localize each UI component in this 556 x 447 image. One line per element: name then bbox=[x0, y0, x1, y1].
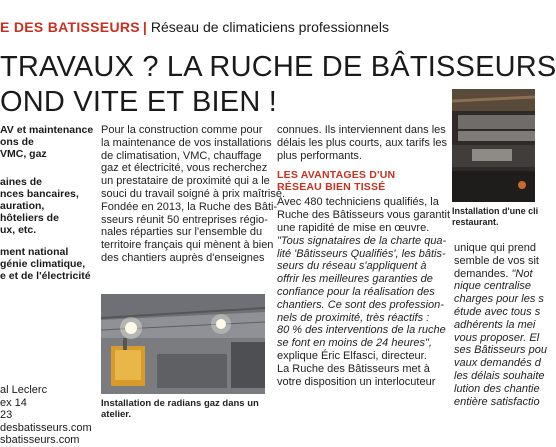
text-line: plus performants. bbox=[277, 149, 362, 162]
quote-line: se font en moins de 24 heures", bbox=[277, 337, 432, 350]
photo-caption: Installation de radians gaz dans un atelier. bbox=[101, 398, 259, 420]
sidebar-line: e et de l'électricité bbox=[0, 270, 91, 282]
quote-line: lution des chantie bbox=[454, 382, 540, 395]
sidebar-line: VMC, gaz bbox=[0, 148, 47, 160]
text-fragment: demandes. bbox=[454, 267, 509, 280]
sidebar-block bbox=[0, 124, 95, 160]
text-line: territoire français qui mènent à bien bbox=[101, 239, 274, 252]
sidebar-block bbox=[0, 246, 95, 282]
text-line: votre disposition un interlocuteur bbox=[277, 375, 436, 388]
contact-block bbox=[0, 384, 92, 447]
text-line: une rapidité de mise en œuvre. bbox=[277, 221, 430, 234]
quote-line: charges pour les s bbox=[454, 293, 544, 306]
section-subheading bbox=[277, 169, 452, 193]
contact-address: al Leclerc bbox=[0, 384, 48, 396]
sidebar-line: ons de bbox=[0, 136, 34, 148]
quote-fragment: "Not bbox=[508, 267, 533, 280]
text-line bbox=[454, 268, 535, 281]
quote-line: entière satisfactio bbox=[454, 395, 540, 408]
workshop-photo bbox=[101, 294, 265, 394]
text-line: des chantiers auprès d'enseignes bbox=[101, 251, 265, 264]
quote-line: confiance pour la réalisation des bbox=[277, 285, 435, 298]
text-line: semble de vos sit bbox=[454, 254, 539, 267]
text-line: sseurs réunit 50 entreprises régio- bbox=[101, 213, 268, 226]
quote-line: adhérents la mei bbox=[454, 318, 536, 331]
sidebar-line: ment national bbox=[0, 246, 69, 258]
text-line: Fondée en 2013, la Ruche des Bâti- bbox=[101, 200, 278, 213]
contact-address: ex 14 bbox=[0, 396, 27, 409]
text-line: un prestataire de proximité qui a le bbox=[101, 175, 270, 188]
contact-website[interactable]: sbatisseurs.com bbox=[0, 434, 80, 446]
kicker-tagline: Réseau de climaticiens professionnels bbox=[150, 19, 389, 35]
text-line: souci du travail soigné à prix maîtrisé. bbox=[101, 187, 286, 200]
text-line: de climatisation, VMC, chauffage bbox=[101, 149, 262, 162]
quote-line: chantiers. Ce sont des profession- bbox=[277, 298, 444, 311]
quote-line: nels de proximité, très réactifs : bbox=[277, 311, 430, 324]
headline-line-2: OND VITE ET BIEN ! bbox=[0, 86, 278, 118]
restaurant-photo bbox=[452, 89, 535, 202]
brand-label: E DES BATISSEURS bbox=[0, 19, 140, 35]
text-line: la maintenance de vos installations bbox=[101, 136, 272, 149]
text-line: Ruche des Bâtisseurs vous garantit bbox=[277, 209, 451, 222]
sidebar-line: auration, bbox=[0, 200, 45, 212]
quote-line: les délais souhaite bbox=[454, 369, 545, 382]
subheading-line: LES AVANTAGES D'UN bbox=[277, 169, 396, 182]
article-column-2 bbox=[101, 124, 286, 265]
quote-line: offrir les meilleures garanties de bbox=[277, 273, 433, 286]
quote-line: vaux demandés d bbox=[454, 357, 541, 370]
quote-line: ses Bâtisseurs pou bbox=[454, 344, 547, 357]
article-column-3 bbox=[277, 124, 452, 388]
text-line: connues. Ils interviennent dans les bbox=[277, 124, 446, 136]
photo-caption-right bbox=[452, 206, 539, 227]
caption-line: Installation d'une cli bbox=[452, 206, 539, 216]
contact-email[interactable]: desbatisseurs.com bbox=[0, 421, 92, 434]
text-line: nales réparties sur l'ensemble du bbox=[101, 226, 263, 239]
text-line: Avec 480 techniciens qualifiés, la bbox=[277, 196, 439, 209]
attribution-line: explique Éric Elfasci, directeur. bbox=[277, 349, 427, 362]
text-line: gaz et électricité, vous recherchez bbox=[101, 162, 268, 175]
quote-line: étude avec tous s bbox=[454, 305, 541, 318]
article-column-4 bbox=[454, 242, 547, 408]
text-line: unique qui prend bbox=[454, 242, 536, 254]
workshop-photo-art bbox=[101, 294, 265, 394]
quote-line: "Tous signataires de la charte qua- bbox=[277, 234, 447, 247]
quote-line: 80 % des interventions de la ruche bbox=[277, 324, 446, 337]
quote-line: nique centralise bbox=[454, 280, 532, 293]
headline-line-1: TRAVAUX ? LA RUCHE DE BÂTISSEURS bbox=[0, 51, 556, 83]
text-line: Pour la construction comme pour bbox=[101, 124, 263, 136]
quote-line: seurs du réseau s'appliquent à bbox=[277, 260, 427, 273]
caption-line: restaurant. bbox=[452, 216, 499, 227]
sidebar-block bbox=[0, 176, 95, 236]
sidebar-line: hôteliers de bbox=[0, 212, 59, 224]
text-line: délais les plus courts, aux tarifs les bbox=[277, 136, 447, 149]
restaurant-photo-art bbox=[452, 89, 535, 202]
section-kicker bbox=[0, 19, 535, 35]
contact-phone: 23 bbox=[0, 409, 13, 421]
text-line: La Ruche des Bâtisseurs met à bbox=[277, 362, 430, 375]
sidebar-line: nces bancaires, bbox=[0, 188, 79, 200]
subheading-line: RÉSEAU BIEN TISSÉ bbox=[277, 181, 386, 194]
sidebar-line: génie climatique, bbox=[0, 258, 86, 270]
sidebar-line: AV et maintenance bbox=[0, 124, 94, 136]
sidebar-column bbox=[0, 124, 95, 446]
kicker-separator: | bbox=[142, 19, 147, 35]
quote-line: lité 'Bâtisseurs Qualifiés', les bâtis- bbox=[277, 247, 446, 260]
sidebar-line: ux, etc. bbox=[0, 224, 37, 236]
sidebar-line: aines de bbox=[0, 176, 43, 188]
quote-line: vous proposer. El bbox=[454, 331, 540, 344]
